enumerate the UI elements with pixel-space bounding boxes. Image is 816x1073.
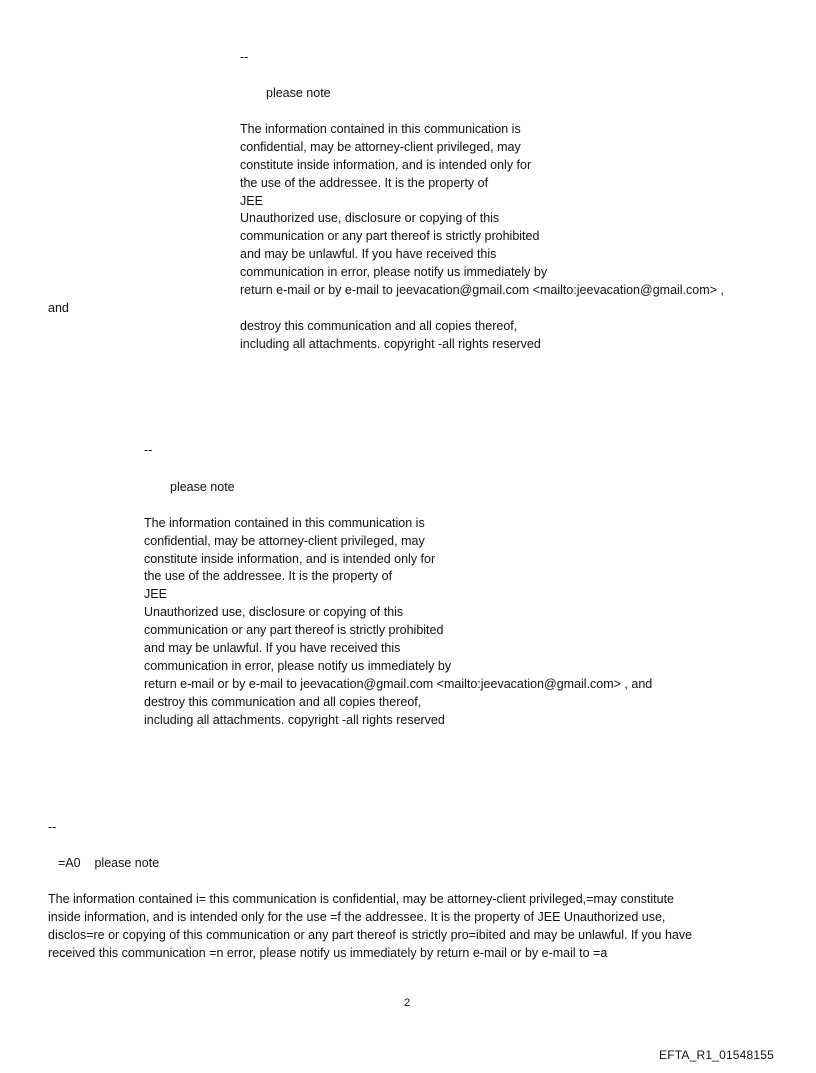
block2-line-8: and may be unlawful. If you have received this [144, 641, 401, 655]
block1-wrapped-and: and [48, 301, 69, 315]
block1-tail-line-2: including all attachments. copyright -all rights reserved [240, 337, 541, 351]
block2-line-9: communication in error, please notify us immediately by [144, 659, 452, 673]
block1-tail-line-1: destroy this communication and all copies thereof, [240, 319, 518, 333]
block3-line-2: inside information, and is intended only for the use =f the addressee. It is the property of JEE Unauthorized use, [48, 910, 666, 924]
block2-line-1: The information contained in this communication is [144, 516, 425, 530]
block2-line-6: Unauthorized use, disclosure or copying of this [144, 605, 404, 619]
block1-line-6: Unauthorized use, disclosure or copying of this [240, 211, 500, 225]
block1-note: please note [266, 86, 331, 100]
block2-line-5: JEE [144, 587, 167, 601]
block2-line-12: including all attachments. copyright -all rights reserved [144, 713, 445, 727]
page-number: 2 [404, 997, 411, 1009]
block2-line-3: constitute inside information, and is intended only for [144, 552, 436, 566]
block1-line-3: constitute inside information, and is intended only for [240, 158, 532, 172]
block2-note: please note [170, 480, 235, 494]
block2-line-4: the use of the addressee. It is the property of [144, 569, 393, 583]
block1-line-8: and may be unlawful. If you have received this [240, 247, 497, 261]
block2-line-11: destroy this communication and all copies thereof, [144, 695, 422, 709]
block1-line-7: communication or any part thereof is strictly prohibited [240, 229, 540, 243]
block1-line-10: return e-mail or by e-mail to jeevacation@gmail.com <mailto:jeevacation@gmail.com> , [240, 283, 724, 297]
bates-number: EFTA_R1_01548155 [659, 1048, 775, 1062]
block1-line-2: confidential, may be attorney-client privileged, may [240, 140, 521, 154]
block3-line-1: The information contained i= this communication is confidential, may be attorney-client privileged,=may constitute [48, 892, 675, 906]
block1-separator: -- [240, 50, 249, 64]
block3-separator: -- [48, 820, 57, 834]
block3-line-4: received this communication =n error, please notify us immediately by return e-mail or by e-mail to =a [48, 946, 608, 960]
block1-line-1: The information contained in this communication is [240, 122, 521, 136]
block2-line-10: return e-mail or by e-mail to jeevacation@gmail.com <mailto:jeevacation@gmail.com> , and [144, 677, 653, 691]
block3-line-3: disclos=re or copying of this communication or any part thereof is strictly pro=ibited and may be unlawful. If you have [48, 928, 693, 942]
block2-separator: -- [144, 443, 153, 457]
block3-note: =A0 please note [58, 856, 160, 870]
block1-line-4: the use of the addressee. It is the property of [240, 176, 489, 190]
block1-line-5: JEE [240, 194, 263, 208]
block1-line-9: communication in error, please notify us immediately by [240, 265, 548, 279]
block2-line-2: confidential, may be attorney-client privileged, may [144, 534, 425, 548]
block2-line-7: communication or any part thereof is strictly prohibited [144, 623, 444, 637]
